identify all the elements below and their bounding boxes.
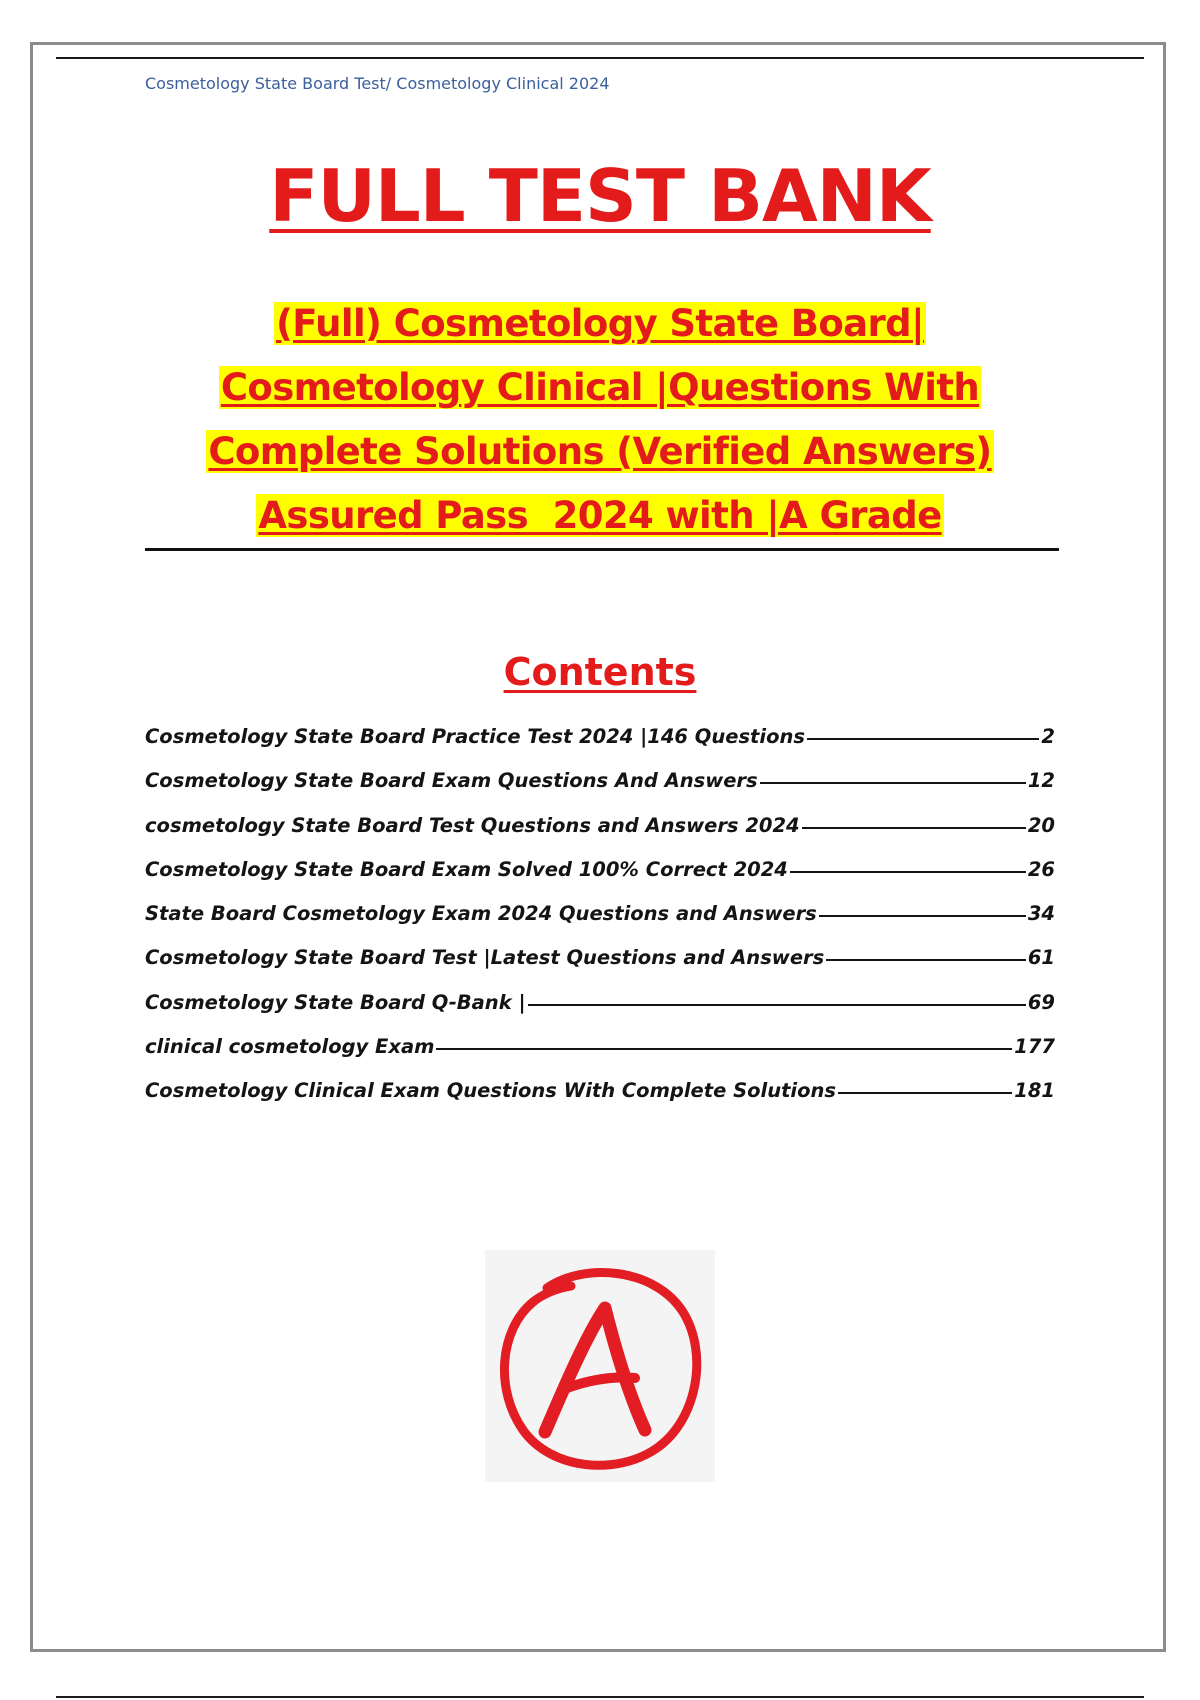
subtitle-line — [0, 292, 1200, 356]
table-of-contents — [145, 725, 1055, 1124]
toc-entry[interactable] — [145, 858, 1055, 902]
toc-leader-line — [436, 1048, 1012, 1050]
toc-entry-page: 61 — [1027, 946, 1055, 970]
bottom-divider — [56, 1696, 1144, 1698]
subtitle-line-text: Cosmetology Clinical |Questions With — [220, 366, 980, 409]
circled-a-grade-icon — [485, 1250, 715, 1482]
main-title: FULL TEST BANK — [269, 154, 931, 238]
toc-entry[interactable] — [145, 991, 1055, 1035]
grade-stamp-graphic — [485, 1250, 715, 1482]
toc-entry[interactable] — [145, 1035, 1055, 1079]
toc-entry[interactable] — [145, 946, 1055, 990]
toc-entry[interactable] — [145, 725, 1055, 769]
toc-leader-line — [819, 915, 1026, 917]
toc-entry-title: Cosmetology Clinical Exam Questions With Complete Solutions — [145, 1079, 837, 1103]
toc-entry[interactable] — [145, 1079, 1055, 1123]
subtitle — [0, 292, 1200, 548]
toc-entry-title: Cosmetology State Board Exam Questions And Answers — [145, 769, 758, 793]
toc-leader-line — [528, 1004, 1026, 1006]
subtitle-line — [0, 420, 1200, 484]
toc-entry-page: 2 — [1041, 725, 1055, 748]
toc-entry[interactable] — [145, 769, 1055, 813]
toc-entry[interactable] — [145, 814, 1055, 858]
toc-entry-page: 69 — [1027, 990, 1055, 1014]
toc-leader-line — [802, 827, 1026, 829]
running-header: Cosmetology State Board Test/ Cosmetology Clinical 2024 — [145, 74, 610, 93]
subtitle-line — [0, 356, 1200, 420]
top-divider — [56, 57, 1144, 59]
toc-entry-title: clinical cosmetology Exam — [145, 1035, 435, 1059]
toc-leader-line — [807, 738, 1039, 740]
toc-entry-page: 181 — [1014, 1079, 1055, 1103]
subtitle-line-text: (Full) Cosmetology State Board| — [276, 302, 924, 345]
toc-entry-title: State Board Cosmetology Exam 2024 Questions and Answers — [145, 902, 817, 926]
toc-leader-line — [826, 959, 1026, 961]
toc-leader-line — [790, 871, 1026, 873]
toc-entry-page: 34 — [1027, 902, 1055, 926]
title-divider — [145, 548, 1059, 551]
toc-entry-page: 26 — [1027, 857, 1055, 881]
toc-entry-title: Cosmetology State Board Practice Test 2024 |146 Questions — [145, 725, 805, 748]
toc-leader-line — [760, 782, 1026, 784]
toc-entry-page: 12 — [1027, 769, 1055, 793]
subtitle-line — [0, 484, 1200, 548]
subtitle-line-text: Assured Pass 2024 with |A Grade — [258, 494, 942, 537]
toc-entry-page: 177 — [1014, 1035, 1055, 1059]
toc-entry-title: cosmetology State Board Test Questions and Answers 2024 — [145, 813, 800, 837]
toc-entry-page: 20 — [1027, 813, 1055, 837]
toc-leader-line — [838, 1092, 1012, 1094]
toc-entry-title: Cosmetology State Board Q-Bank | — [145, 990, 526, 1014]
toc-entry-title: Cosmetology State Board Exam Solved 100% Correct 2024 — [145, 857, 788, 881]
subtitle-line-text: Complete Solutions (Verified Answers) — [208, 430, 992, 473]
toc-entry-title: Cosmetology State Board Test |Latest Questions and Answers — [145, 946, 825, 970]
contents-heading: Contents — [503, 650, 697, 694]
toc-entry[interactable] — [145, 902, 1055, 946]
